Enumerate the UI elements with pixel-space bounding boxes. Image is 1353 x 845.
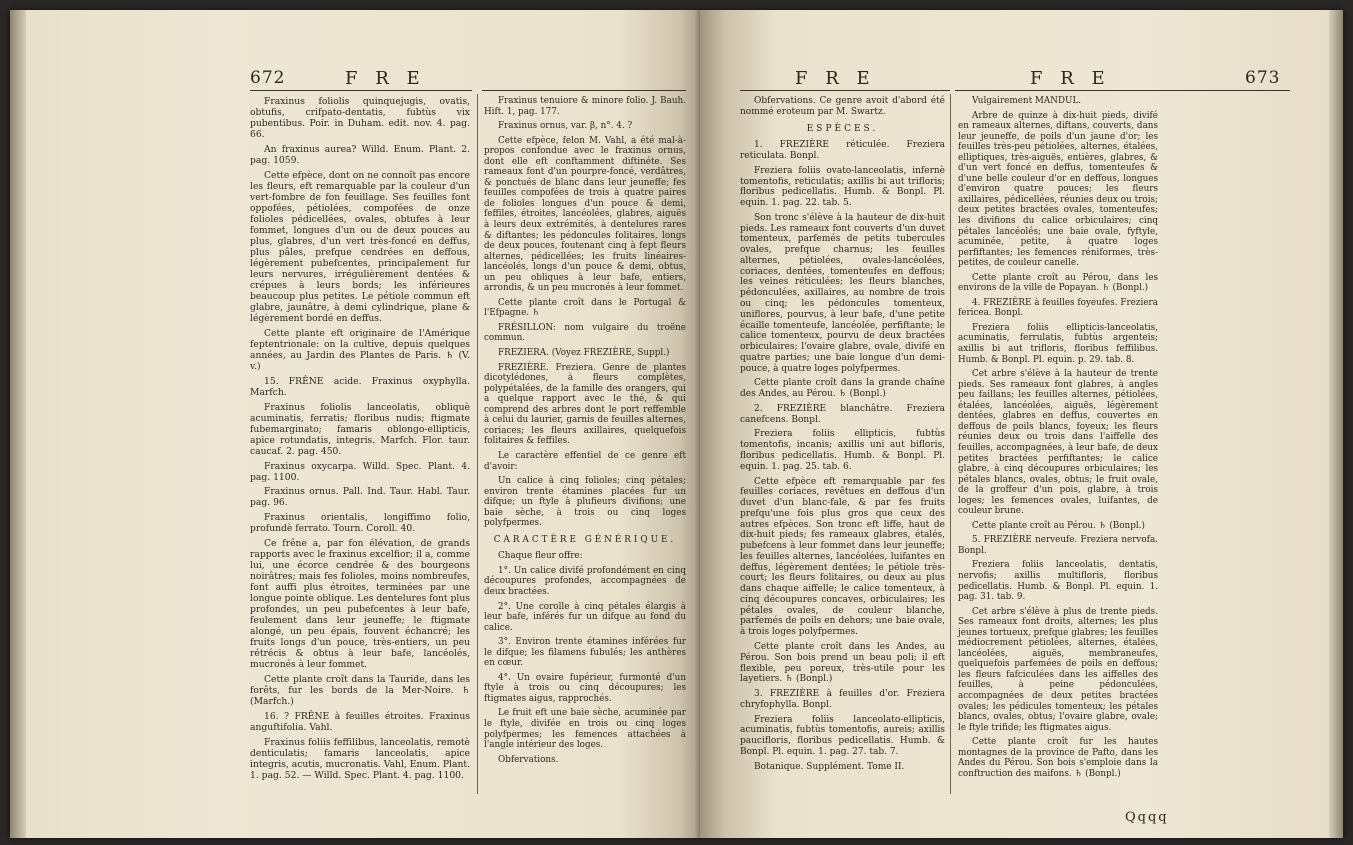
paragraph: An fraxinus aurea? Willd. Enum. Plant. 2. pag. 1059. bbox=[250, 143, 470, 166]
paragraph: FRÉSILLON: nom vulgaire du troëne commun. bbox=[484, 322, 686, 344]
paragraph: Vulgairement MANDUL. bbox=[972, 96, 1082, 106]
paragraph: Cette plante croît dans la grande chaîne des Andes, au Pérou. ♄ (Bonpl.) bbox=[740, 378, 945, 400]
paragraph: 4°. Un ovaire fupérieur, furmonté d'un ftyle à trois ou cinq découpures; les ftigmates aigus, rapprochés. bbox=[484, 672, 686, 704]
paragraph: Freziera foliis ellipticis-lanceolatis, acuminatis, ferrulatis, fubtùs argenteis; axillis bi aut trifloris, floribus feffilibus. Humb. & Bonpl. Pl. equin. p. 29. tab. 8. bbox=[958, 322, 1158, 365]
paragraph: 1°. Un calice divifé profondément en cinq découpures profondes, accompagnées de deux bractées. bbox=[484, 565, 686, 597]
paragraph: Cet arbre s'élève à plus de trente pieds. Ses rameaux font droits, alternes; les plus jeunes tortueux, prefque glabres; les feuilles médiocrement pétiolées, alternes, étalées, lancéolées, aiguës, membraneufes, quelquefois parfemées de poils en deffous; les fleurs fafciculées dans les aiffelles des feuilles, à peine pédonculées, accompagnées de deux petites bractées ovales; les pédicules tomenteux; les pétales blancs, ovales, obtus; l'ovaire glabre, ovale; le ftyle trifide; les ftigmates aigus. bbox=[958, 606, 1158, 733]
paragraph: Le caractère effentiel de ce genre eft d'avoir: bbox=[484, 450, 686, 472]
paragraph: Cette efpèce, felon M. Vahl, a été mal-à-propos confondue avec le fraxinus ornus, dont elle eft conftamment diftinéte. Ses rameaux font d'un pourpre-foncé, verdâtres, & ponctués de blanc dans leur jeuneffe; fes feuilles compofées de trois à quatre paires de folioles longues d'un pouce & demi, feffiles, étroites, lancéolées, glabres, aiguës à leurs deux extrémités, à dentelures rares & diftantes; les pédoncules folitaires, longs de deux pouces, foutenant cinq à fept fleurs alternes, pédicellées; les fruits linéaires-lancéolés, longs d'un pouce & demi, obtus, un peu obliques à leur bafe, entiers, arrondis, & un peu mucronés à leur fommet. bbox=[484, 135, 686, 294]
right-running-header-2: F R E bbox=[1030, 68, 1111, 89]
paragraph: Botanique. Supplément. Tome II. bbox=[754, 761, 905, 772]
paragraph: ESPÈCES. bbox=[806, 123, 879, 134]
paragraph: Freziera foliis lanceolatis, dentatis, nervofis; axillis multifloris, floribus pedicellatis. Humb. & Bonpl. Pl. equin. 1. pag. 31. tab. 9. bbox=[958, 560, 1158, 603]
paragraph: Cette efpèce, dont on ne connoît pas encore les fleurs, eft remarquable par la couleur d'un vert-fombre de fon feuillage. Ses feuilles font oppofées, pétiolées, compofées de onze folioles pédicellées, ovales, obtufes à leur fommet, longues d'un ou de deux pouces au plus, glabres, d'un vert très-foncé en deffus, plus pâles, prefque cendrées en deffous, légèrement pubefcentes, principalement fur leurs nervures, irrégulièrement dentées & crépues à leurs bords; les inférieures beaucoup plus petites. Le pétiole commun eft glabre, jaunâtre, à demi cylindrique, plane & légèrement bordé en deffus. bbox=[250, 169, 470, 324]
paragraph: Cette plante croît dans les Andes, au Pérou. Son bois prend un beau poli; il eft flexible, peu poreux, très-utile pour les layetiers. ♄ (Bonpl.) bbox=[740, 641, 945, 685]
left-running-header: F R E bbox=[345, 68, 426, 89]
paragraph: Fraxinus foliis feffilibus, lanceolatis, remotè denticulatis; famaris lanceolatis, apice integris, acutis, mucronatis. Vahl, Enum. Plant. 1. pag. 52. — Willd. Spec. Plant. 4. pag. 1100. bbox=[250, 737, 470, 782]
paragraph: Freziera foliis lanceolato-ellipticis, acuminatis, fubtùs tomentofis, aureis; axillis paucifloris, floribus pedicellatis. Humb. & Bonpl. Pl. equin. 1. pag. 27. tab. 7. bbox=[740, 714, 945, 757]
paragraph: 3. FREZIÈRE à feuilles d'or. Freziera chryfophylla. Bonpl. bbox=[740, 689, 945, 710]
paragraph: 5. FREZIÈRE nerveufe. Freziera nervofa. Bonpl. bbox=[958, 535, 1158, 556]
paragraph: Fraxinus ornus, var. β, n°. 4. ? bbox=[498, 121, 633, 132]
right-header-rule bbox=[740, 90, 950, 91]
signature-mark: Qqqq bbox=[1125, 810, 1169, 825]
paragraph: 4. FREZIÈRE à feuilles foyeufes. Freziera fericea. Bonpl. bbox=[958, 297, 1158, 319]
paragraph: Cette plante croît dans la Tauride, dans les forêts, fur les bords de la Mer-Noire. ♄ (Marfch.) bbox=[250, 674, 470, 708]
paragraph: Ce frêne a, par fon élévation, de grands rapports avec le fraxinus excelfior; il a, comme lui, une écorce cendrée & des bourgeons noirâtres; mais fes folioles, moins nombreufes, font auffi plus étroites, terminées par une longue pointe oblique. Les dentelures font plus profondes, un peu pubefcentes à leur bafe, feulement dans leur jeuneffe; le ftigmate alongé, un peu épais, fouvent échancré; les fruits longs d'un pouce, très-entiers, un peu rétrécis & obtus à leur bafe, lancéolés, mucronés à leur fommet. bbox=[250, 538, 470, 671]
paragraph: Obfervations. bbox=[498, 754, 559, 765]
paragraph: Cette plante croît dans le Portugal & l'Efpagne. ♄ bbox=[484, 297, 686, 319]
paragraph: Son tronc s'élève à la hauteur de dix-huit pieds. Les rameaux font couverts d'un duvet tomenteux, parfemés de petits tubercules ovales, prefque charnus; les feuilles alternes, pétiolées, ovales-lancéolées, coriaces, dentées, tomenteufes en deffous; les veines réticulées; les fleurs blanches, pédonculées, axillaires, au nombre de trois ou cinq; les pédoncules tomenteux, uniflores, pourvus, à leur bafe, d'une petite écaille tomenteufe, lancéolée, perfiftante; le calice tomenteux, pourvu de deux bractées orbiculaires; l'ovaire glabre, ovale, divifé en quatre parties; une baie longue d'un demi-pouce, à quatre loges polyfpermes. bbox=[740, 212, 945, 374]
right-header-rule-2 bbox=[955, 90, 1290, 91]
paragraph: Fraxinus ornus. Pall. Ind. Taur. Habl. Taur. pag. 96. bbox=[250, 486, 470, 509]
right-folio: 673 bbox=[1245, 68, 1281, 88]
left-header-rule bbox=[250, 90, 472, 91]
paragraph: Cette plante croît fur les hautes montagnes de la province de Pafto, dans les Andes du Pérou. Son bois s'emploie dans la conftruction des maifons. ♄ (Bonpl.) bbox=[958, 737, 1158, 779]
paragraph: Cette plante croît au Pérou. ♄ (Bonpl.) bbox=[972, 520, 1145, 531]
paragraph: Fraxinus foliolis lanceolatis, obliquè acuminatis, ferratis; floribus nudis; ftigmate fubemarginato; famaris oblongo-ellipticis, apice rotundatis, integris. Marfch. Flor. taur. caucaf. 2. pag. 450. bbox=[250, 401, 470, 457]
paragraph: Fraxinus orientalis, longiffimo folio, profundè ferrato. Tourn. Coroll. 40. bbox=[250, 512, 470, 535]
paragraph: Obfervations. Ce genre avoit d'abord été nommé eroteum par M. Swartz. bbox=[740, 96, 945, 117]
left-page-edge bbox=[10, 10, 26, 838]
paragraph: Fraxinus foliolis quinquejugis, ovatis, obtufis, crifpato-dentatis, fubtùs vix pubentibus. Poir. in Duham. edit. nov. 4. pag. 66. bbox=[250, 96, 470, 140]
paragraph: 2°. Une corolle à cinq pétales élargis à leur bafe, inférés fur un difque au fond du calice. bbox=[484, 601, 686, 633]
right-running-header-1: F R E bbox=[795, 68, 876, 89]
paragraph: CARACTÈRE GÉNÉRIQUE. bbox=[493, 534, 677, 545]
paragraph: Fraxinus tenuiore & minore folio. J. Bauh. Hift. 1, pag. 177. bbox=[484, 96, 686, 117]
paragraph: Cette plante eft originaire de l'Amérique feptentrionale: on la cultive, depuis quelques années, au Jardin des Plantes de Paris. ♄ (V. v.) bbox=[250, 327, 470, 372]
paragraph: FREZIERA. (Voyez FREZIÈRE, Suppl.) bbox=[498, 348, 670, 359]
paragraph: 15. FRÊNE acide. Fraxinus oxyphylla. Marfch. bbox=[250, 375, 470, 398]
paragraph: Cette plante croît au Pérou, dans les environs de la ville de Popayan. ♄ (Bonpl.) bbox=[958, 272, 1158, 294]
paragraph: 16. ? FRÊNE à feuilles étroites. Fraxinus anguftifolia. Vahl. bbox=[250, 711, 470, 734]
paragraph: FREZIÈRE. Freziera. Genre de plantes dicotylédones, à fleurs complètes, polypétalées, de la famille des orangers, qui a quelque rapport avec le thé, & qui comprend des arbres dont le port reffemble à celui du laurier, garnis de feuilles alternes, coriaces; les fleurs axillaires, quelquefois folitaires & feffiles. bbox=[484, 362, 686, 447]
paragraph: Un calice à cinq folioles; cinq pétales; environ trente étamines placées fur un difque; un ftyle à plufieurs divifions; une baie sèche, à trois ou cinq loges polyfpermes. bbox=[484, 476, 686, 529]
paragraph: 1. FREZIÈRE réticulée. Freziera reticulata. Bonpl. bbox=[740, 140, 945, 162]
right-page bbox=[700, 10, 1343, 838]
paragraph: Cet arbre s'élève à la hauteur de trente pieds. Ses rameaux font glabres, à angles peu faillans; les feuilles alternes, pétiolées, étalées, lancéolées, aiguës, légèrement dentées, glabres en deffus, couvertes en deffous de poils blancs, foyeux; les fleurs réunies deux ou trois dans l'aiffelle des feuilles, accompagnées, à leur bafe, de deux petites bractées perfiftantes; le calice glabre, à cinq découpures orbiculaires; les pétales blancs, ovales, obtus; le fruit ovale, de la groffeur d'un pois, glabre, à trois loges; les femences ovales, luifantes, de couleur brune. bbox=[958, 369, 1158, 517]
paragraph: Arbre de quinze à dix-huit pieds, divifé en rameaux alternes, diftans, couverts, dans leur jeuneffe, de poils d'un jaune d'or; les feuilles très-peu pétiolées, alternes, étalées, elliptiques, très-aiguës, entières, glabres, & d'un vert foncé en deffus, tomenteufes & d'une belle couleur d'or en deffous, longues d'environ quatre pouces; les fleurs axillaires, pédicellées, réunies deux ou trois; deux petites bractées ovales, tomenteufes; les divifions du calice orbiculaires; cinq pétales lancéolés; une baie ovale, fyftyle, acuminée, petite, à quatre loges perfiftantes; les femences réniformes, très-petites, de couleur canelle. bbox=[958, 110, 1158, 269]
left-column-2 bbox=[484, 96, 686, 769]
left-page bbox=[10, 10, 700, 838]
paragraph: Le fruit eft une baie sèche, acuminée par le ftyle, divifée en trois ou cinq loges polyfpermes; les femences attachées à l'angle intérieur des loges. bbox=[484, 708, 686, 751]
paragraph: Fraxinus oxycarpa. Willd. Spec. Plant. 4. pag. 1100. bbox=[250, 460, 470, 483]
right-column-divider bbox=[950, 94, 951, 794]
paragraph: Cette efpèce eft remarquable par fes feuilles coriaces, revêtues en deffous d'un duvet d'un blanc-fale, & par fes fruits prefqu'une fois plus gros que ceux des autres efpèces. Son tronc eft liffe, haut de dix-huit pieds; fes rameaux glabres, étalés, pubefcens à leur fommet dans leur jeuneffe; les feuilles alternes, lancéolées, luifantes en deffus, légèrement dentées; le pétiole très-court; les fleurs folitaires, ou deux au plus dans chaque aiffelle; le calice tomenteux, à cinq découpures concaves, orbiculaires; les pétales ovales, de couleur blanche, parfemés de poils en dehors; une baie ovale, à trois loges polyfpermes. bbox=[740, 476, 945, 638]
left-folio: 672 bbox=[250, 68, 286, 88]
right-column-1 bbox=[740, 96, 945, 776]
left-column-1 bbox=[250, 96, 470, 785]
right-column-2 bbox=[958, 96, 1158, 783]
book-spread bbox=[10, 10, 1343, 838]
left-column-divider bbox=[477, 94, 478, 794]
paragraph: 3°. Environ trente étamines inférées fur le difque; les filamens fubulés; les anthères en cœur. bbox=[484, 637, 686, 669]
paragraph: Freziera foliis ellipticis, fubtùs tomentofis, incanis; axillis uni aut bifloris, floribus pedicellatis. Humb. & Bonpl. Pl. equin. 1. pag. 25. tab. 6. bbox=[740, 429, 945, 472]
right-page-edge bbox=[1329, 10, 1343, 838]
paragraph: Chaque fleur offre: bbox=[498, 551, 583, 562]
left-header-rule-2 bbox=[482, 90, 686, 91]
paragraph: 2. FREZIÈRE blanchâtre. Freziera canefcens. Bonpl. bbox=[740, 403, 945, 425]
paragraph: Freziera foliis ovato-lanceolatis, infernè tomentofis, reticulatis; axillis bi aut trifloris; floribus pedicellatis. Humb. & Bonpl. Pl. equin. 1. pag. 22. tab. 5. bbox=[740, 165, 945, 209]
